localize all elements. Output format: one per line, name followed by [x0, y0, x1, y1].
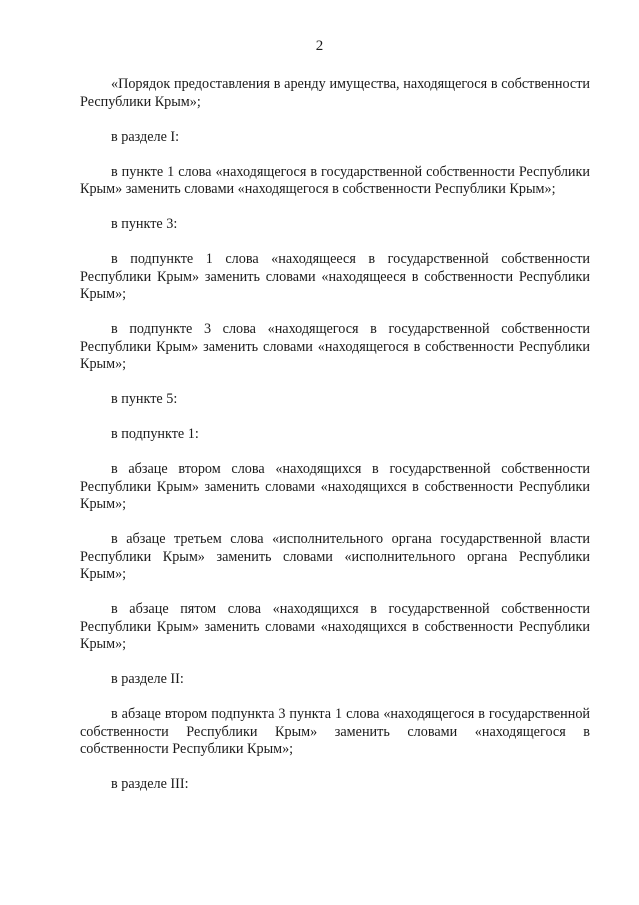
page-number: 2 [315, 38, 324, 54]
paragraph: в абзаце пятом слова «находящихся в государственной собственности Республики Крым» заменить словами «находящихся в собственности Республики Крым»; [80, 601, 590, 652]
paragraph: в абзаце втором слова «находящихся в государственной собственности Республики Крым» заменить словами «находящихся в собственности Республики Крым»; [80, 461, 590, 512]
paragraph: в подпункте 3 слова «находящегося в государственной собственности Республики Крым» заменить словами «находящегося в собственности Республики Крым»; [80, 321, 590, 372]
paragraph: в пункте 3: [111, 216, 178, 232]
paragraph: в разделе II: [111, 671, 184, 687]
paragraph: в пункте 5: [111, 391, 178, 407]
paragraph: в пункте 1 слова «находящегося в государственной собственности Республики Крым» заменить словами «находящегося в собственности Республики Крым»; [80, 163, 590, 197]
paragraph: в подпункте 1 слова «находящееся в государственной собственности Республики Крым» заменить словами «находящееся в собственности Республики Крым»; [80, 251, 590, 302]
paragraph: в подпункте 1: [111, 426, 199, 442]
paragraph: в разделе III: [111, 776, 189, 792]
paragraph: «Порядок предоставления в аренду имущества, находящегося в собственности Республики Крым»; [80, 76, 590, 110]
paragraph: в абзаце третьем слова «исполнительного органа государственной власти Республики Крым» заменить словами «исполнительного органа Республики Крым»; [80, 531, 590, 582]
paragraph: в разделе I: [111, 128, 180, 145]
document-body [80, 76, 590, 811]
paragraph: в абзаце втором подпункта 3 пункта 1 слова «находящегося в государственной собственности Республики Крым» заменить словами «находящегося в собственности Республики Крым»; [80, 706, 590, 757]
